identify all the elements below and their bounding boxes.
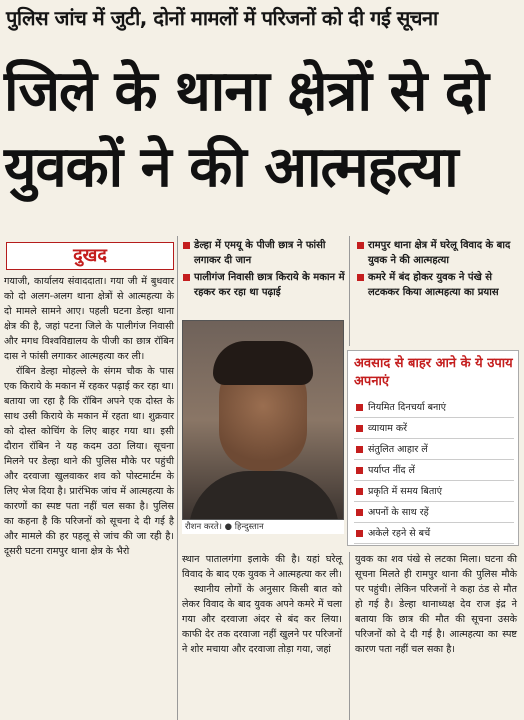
highlight-item: पालीगंज निवासी छात्र किराये के मकान में रहकर कर रहा था पढ़ाई	[182, 270, 347, 300]
paragraph: युवक का शव पंखे से लटका मिला। घटना की सूचना मिलते ही रामपुर थाना की पुलिस मौके पर पहुंची। लेकिन परिजनों ने कहा ठंड से मौत हो गई है। डेल्हा थानाध्यक्ष देव राज इंद्र ने बताया कि छात्र की मौत की सूचना उसके परिजनों को दे दी गई है। आत्महत्या का स्पष्ट कारण पता नहीं चल सका है।	[355, 554, 517, 655]
photo-caption: रौशन करते। ● हिन्दुस्तान	[182, 520, 344, 534]
paragraph: स्थानीय लोगों के अनुसार किसी बात को लेकर विवाद के बाद युवक अपने कमरे में चला गया और दरवाजा अंदर से बंद कर लिया। काफी देर तक दरवाजा नहीं खुलने पर परिजनों ने शोर मचाया और दरवाजा तोड़ा गया, जहां	[182, 584, 342, 655]
tips-box	[347, 350, 519, 546]
tip-item: अकेले रहने से बचें	[354, 523, 514, 544]
column-divider	[177, 236, 178, 720]
tip-item: व्यायाम करें	[354, 418, 514, 439]
headline-line-2: युवकों ने की आत्महत्या	[4, 135, 458, 200]
tips-box-title: अवसाद से बाहर आने के ये उपाय अपनाएं	[354, 356, 513, 389]
highlights-left	[182, 238, 347, 302]
article-column-2	[182, 552, 342, 657]
victim-photo	[182, 320, 344, 520]
highlight-item: डेल्हा में एमयू के पीजी छात्र ने फांसी लगाकर दी जान	[182, 238, 347, 268]
highlight-item: कमरे में बंद होकर युवक ने पंखे से लटककर किया आत्महत्या का प्रयास	[356, 270, 521, 300]
column-divider	[349, 236, 350, 346]
paragraph: स्थान पातालगंगा इलाके की है। यहां घरेलू विवाद के बाद एक युवक ने आत्महत्या कर ली।	[182, 554, 342, 580]
tip-item: अपनों के साथ रहें	[354, 502, 514, 523]
tip-item: नियमित दिनचर्या बनाएं	[354, 397, 514, 418]
category-tag-box	[6, 242, 174, 270]
tip-item: पर्याप्त नींद लें	[354, 460, 514, 481]
photo-hair	[213, 341, 313, 385]
headline-line-1: जिले के थाना क्षेत्रों से दो	[4, 59, 489, 124]
tip-item: संतुलित आहार लें	[354, 439, 514, 460]
column-divider	[349, 552, 350, 720]
tips-list	[354, 397, 514, 544]
article-column-1	[4, 274, 174, 559]
article-column-3	[355, 552, 517, 657]
category-tag: दुखद	[73, 245, 107, 266]
paragraph: रॉबिन डेल्हा मोहल्ले के संगम चौक के पास एक किराये के मकान में रहकर पढ़ाई कर रहा था। बताया जा रहा है कि रॉबिन अपने एक दोस्त के साथ उसी किराये के मकान में रहता था। शुक्रवार को दोस्त कोचिंग के लिए बाहर गया था। इसी दौरान रॉबिन ने यह कदम उठा लिया। सूचना मिलने पर डेल्हा थाने की पुलिस मौके पर पहुंची और दरवाजा खुलवाकर शव को पोस्टमार्टम के लिए भेज दिया है। प्रारंभिक जांच में आत्महत्या के कारणों का स्पष्ट पता नहीं चल सका है। पुलिस का कहना है कि परिजनों को सूचना दे दी गई है और मामले की हर पहलू से जांच की जा रही है। दूसरी घटना रामपुर थाना क्षेत्र के भैरो	[4, 366, 174, 557]
paragraph: गयाजी, कार्यालय संवाददाता। गया जी में बुधवार को दो अलग-अलग थाना क्षेत्रों से आत्महत्या के दो मामले सामने आए। पहली घटना डेल्हा थाना क्षेत्र की है, जहां पटना जिले के पालीगंज निवासी और मगध विश्वविद्यालय के पीजी का छात्र रॉबिन दास ने फांसी लगाकर आत्महत्या कर ली।	[4, 276, 174, 362]
highlight-item: रामपुर थाना क्षेत्र में घरेलू विवाद के बाद युवक ने की आत्महत्या	[356, 238, 521, 268]
kicker-headline: पुलिस जांच में जुटी, दोनों मामलों में परिजनों को दी गई सूचना	[6, 6, 438, 30]
tip-item: प्रकृति में समय बिताएं	[354, 481, 514, 502]
photo-shirt	[189, 471, 339, 520]
highlights-right	[356, 238, 521, 302]
